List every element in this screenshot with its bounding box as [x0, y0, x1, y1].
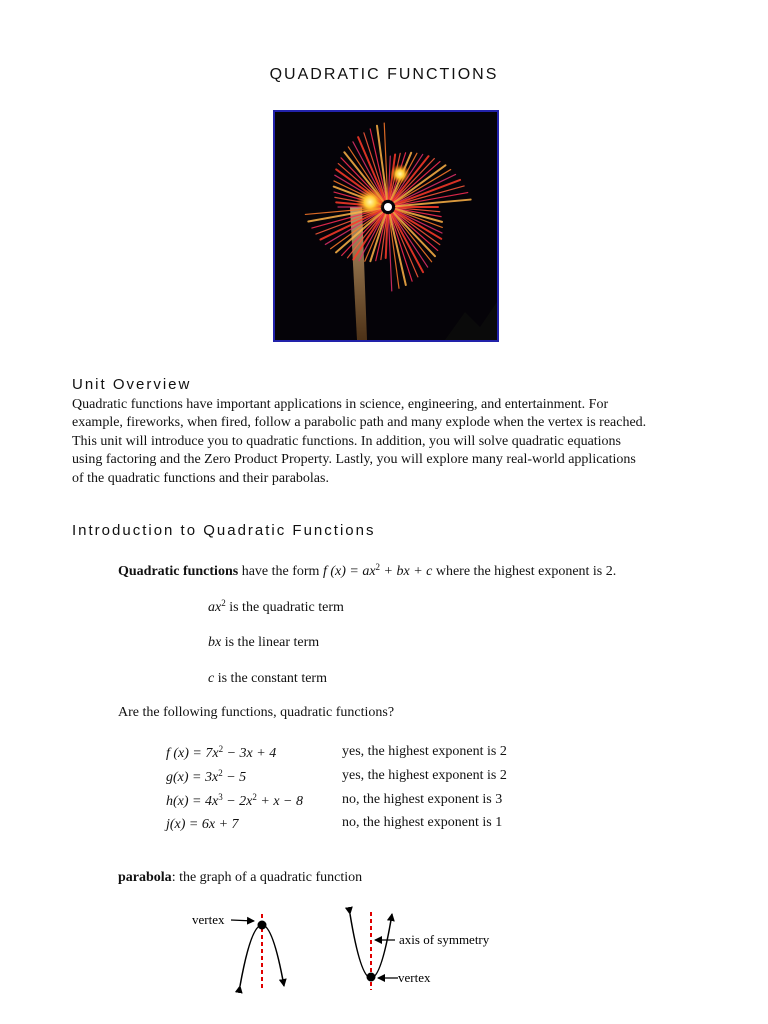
term-description: is the quadratic term — [225, 600, 344, 615]
example-equation: − 3x + 4 — [223, 746, 277, 761]
overview-line: This unit will introduce you to quadratic functions. In addition, you will solve quadratic equations — [72, 433, 622, 449]
term-quadratic — [208, 598, 344, 616]
section-heading-intro: Introduction to Quadratic Functions — [72, 522, 376, 539]
example-row — [166, 768, 246, 786]
example-equation: f (x) = 7x — [166, 746, 219, 761]
exponent: 2 — [252, 792, 257, 802]
term-variable: bx — [208, 635, 222, 650]
exponent: 3 — [218, 792, 223, 802]
example-row — [166, 815, 239, 833]
general-form-equation — [323, 564, 432, 579]
overview-line: Quadratic functions have important applications in science, engineering, and entertainment. For — [72, 397, 609, 412]
example-row — [166, 792, 303, 810]
term-description: is the constant term — [214, 671, 327, 686]
fireworks-photo — [273, 110, 499, 342]
example-answer: yes, the highest exponent is 2 — [342, 744, 507, 759]
section-heading-overview: Unit Overview — [72, 376, 192, 393]
example-answer: yes, the highest exponent is 2 — [342, 768, 507, 783]
parabola-definition — [118, 870, 362, 886]
definition-line — [118, 562, 616, 580]
parabola-term: parabola — [118, 870, 172, 885]
term-description: is the linear term — [221, 635, 320, 650]
vertex-point-left — [258, 921, 267, 930]
overview-line: using factoring and the Zero Product Property. Lastly, you will explore many real-world applications — [72, 452, 636, 468]
parabola-diagram — [180, 900, 540, 1000]
definition-term: Quadratic functions — [118, 564, 239, 579]
example-equation: g(x) = 3x — [166, 770, 219, 785]
equation-part: f (x) = ax — [322, 564, 376, 579]
term-linear — [208, 633, 319, 651]
definition-text: have the form — [238, 564, 323, 579]
example-answer: no, the highest exponent is 3 — [342, 792, 503, 807]
example-equation: h(x) = 4x — [166, 794, 219, 809]
exponent: 2 — [375, 562, 381, 572]
equation-part: + bx + c — [380, 564, 433, 579]
vertex-arrow-left — [231, 920, 254, 921]
axis-label: axis of symmetry — [399, 932, 490, 947]
exponent: 2 — [218, 744, 224, 754]
vertex-label-left: vertex — [192, 912, 225, 927]
parabola-diagram-svg — [180, 900, 540, 1000]
example-equation: − 5 — [222, 770, 247, 785]
term-variable: ax — [208, 600, 222, 615]
downward-parabola — [240, 925, 284, 986]
overview-paragraph — [72, 396, 702, 488]
example-equation: j(x) = 6x + 7 — [166, 817, 239, 832]
exponent: 2 — [221, 598, 226, 608]
parabola-text: : the graph of a quadratic function — [171, 870, 363, 885]
term-variable: c — [208, 671, 215, 686]
example-answer: no, the highest exponent is 1 — [342, 815, 503, 830]
fireworks-image — [275, 112, 497, 340]
example-equation: − 2x — [222, 794, 253, 809]
overview-line: example, fireworks, when fired, follow a parabolic path and many explode when the vertex is reached. — [72, 415, 647, 431]
example-equation: + x − 8 — [256, 794, 303, 809]
definition-text: where the highest exponent is 2. — [432, 564, 617, 579]
exponent: 2 — [218, 768, 223, 778]
page-title: QUADRATIC FUNCTIONS — [269, 66, 499, 83]
term-constant — [208, 669, 327, 687]
example-row — [166, 744, 276, 762]
vertex-label-right: vertex — [398, 970, 431, 985]
vertex-point-right — [367, 973, 376, 982]
question-text: Are the following functions, quadratic functions? — [118, 705, 395, 720]
overview-line: of the quadratic functions and their parabolas. — [72, 470, 329, 486]
